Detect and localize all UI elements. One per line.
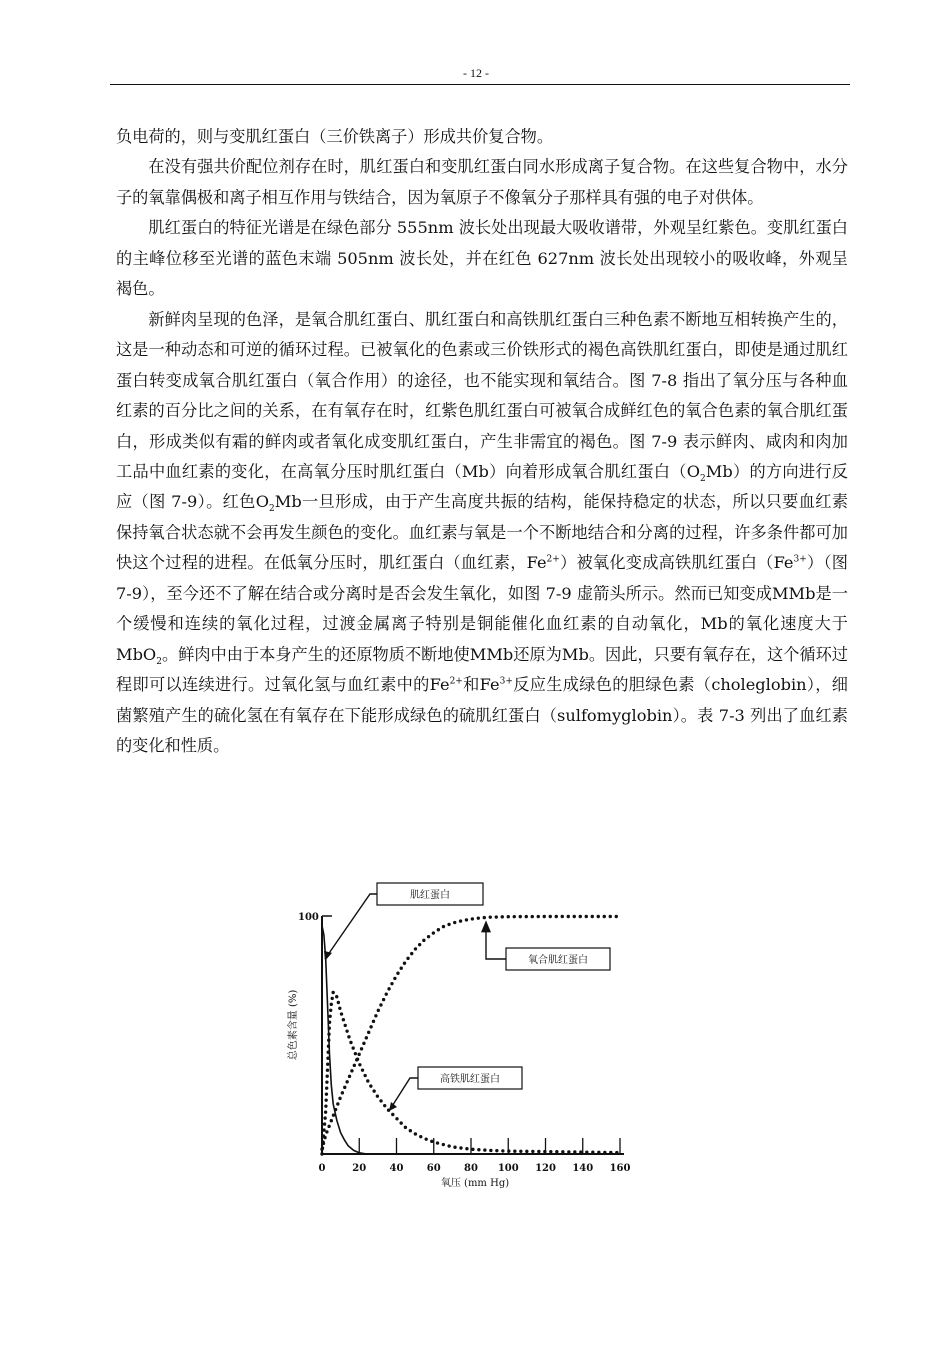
x-tick-label: 40 — [389, 1163, 404, 1174]
callout-leader — [325, 894, 377, 959]
y-axis-label: 总色素含量 (%) — [288, 989, 299, 1061]
body-text — [116, 122, 848, 762]
text-run: 肌红蛋白的特征光谱是在绿色部分 555nm 波长处出现最大吸收谱带，外观呈红紫色。变肌红蛋白的主峰位移至光谱的蓝色末端 505nm 波长处，并在红色 627nm 波长处出现较小的吸收峰，外观呈褐色。 — [116, 218, 848, 299]
x-axis-label: 氧压 (mm Hg) — [440, 1178, 510, 1189]
x-tick-label: 80 — [464, 1163, 478, 1174]
arrowhead — [324, 951, 332, 961]
x-tick-label: 100 — [497, 1163, 519, 1174]
chart-svg — [270, 878, 650, 1198]
figure-7-8-chart — [270, 878, 650, 1198]
text-run: 。鲜肉中由于本身产生的还原物质不断地使MMb还原为Mb。因此，只要有氧存在，这个循环过程即可以连续进行。过氧化氢与血红素中的Fe — [116, 644, 848, 695]
arrowhead — [481, 920, 491, 932]
text-run: 和Fe — [462, 675, 500, 695]
superscript: 3+ — [793, 554, 807, 565]
header-rule — [110, 84, 850, 85]
paragraph — [116, 305, 848, 762]
callout-leader — [486, 928, 506, 959]
callout-label: 高铁肌红蛋白 — [440, 1074, 500, 1085]
callout-label: 肌红蛋白 — [410, 890, 450, 901]
paragraph — [116, 213, 848, 304]
paragraph — [116, 152, 848, 213]
superscript: 3+ — [499, 676, 513, 687]
y-tick-label: 100 — [298, 912, 319, 923]
page-number: - 12 - — [463, 66, 489, 80]
text-run: Mb）的方向进行反应（图 7-9）。红色O — [116, 461, 848, 512]
superscript: 2+ — [449, 676, 463, 687]
text-run: 在没有强共价配位剂存在时，肌红蛋白和变肌红蛋白同水形成离子复合物。在这些复合物中，水分子的氧靠偶极和离子相互作用与铁结合，因为氧原子不像氧分子那样具有强的电子对供体。 — [116, 157, 848, 207]
x-tick-label: 60 — [426, 1163, 441, 1174]
text-run: ）（图 7-9），至今还不了解在结合或分离时是否会发生氧化，如图 7-9 虚箭头所示。然而已知变成MMb是一个缓慢和连续的氧化过程，过渡金属离子特别是铜能催化血红素的自动氧化，Mb的氧化速度大于MbO — [116, 553, 848, 664]
x-tick-label: 140 — [572, 1163, 594, 1174]
arrowhead — [389, 1102, 397, 1111]
text-run: 反应生成绿色的胆绿色素（choleglobin），细菌繁殖产生的硫化氢在有氧存在下能形成绿色的硫肌红蛋白（sulfomyglobin）。表 7-3 列出了血红素的变化和性质。 — [116, 675, 848, 756]
x-tick-label: 160 — [609, 1163, 631, 1174]
subscript: 2 — [156, 656, 162, 667]
text-run: ）被氧化变成高铁肌红蛋白（Fe — [559, 553, 794, 573]
text-run: 新鲜肉呈现的色泽，是氧合肌红蛋白、肌红蛋白和高铁肌红蛋白三种色素不断地互相转换产生的，这是一种动态和可逆的循环过程。已被氧化的色素或三价铁形式的褐色高铁肌红蛋白，即使是通过肌红蛋白转变成氧合肌红蛋白（氧合作用）的途径，也不能实现和氧结合。图 7-8 指出了氧分压与各种血红素的百分比之间的关系，在有氧存在时，红紫色肌红蛋白可被氧合成鲜红色的氧合色素的氧合肌红蛋白，形成类似有霜的鲜肉或者氧化成变肌红蛋白，产生非需宜的褐色。图 7-9 表示鲜肉、咸肉和肉加工品中血红素的变化，在高氧分压时肌红蛋白（Mb）向着形成氧合肌红蛋白（O — [116, 309, 848, 481]
x-tick-label: 0 — [318, 1163, 326, 1174]
x-tick-label: 20 — [352, 1163, 367, 1174]
subscript: 2 — [269, 504, 275, 515]
paragraph — [116, 122, 848, 152]
callout-label: 氧合肌红蛋白 — [528, 955, 588, 966]
superscript: 2+ — [546, 554, 560, 565]
text-run: 负电荷的，则与变肌红蛋白（三价铁离子）形成共价复合物。 — [116, 127, 554, 146]
text-run: Mb一旦形成，由于产生高度共振的结构，能保持稳定的状态，所以只要血红素保持氧合状态就不会再发生颜色的变化。血红素与氧是一个不断地结合和分离的过程，许多条件都可加快这个过程的进程。在低氧分压时，肌红蛋白（血红素，Fe — [116, 492, 849, 573]
subscript: 2 — [700, 474, 706, 485]
x-tick-label: 120 — [535, 1163, 556, 1174]
